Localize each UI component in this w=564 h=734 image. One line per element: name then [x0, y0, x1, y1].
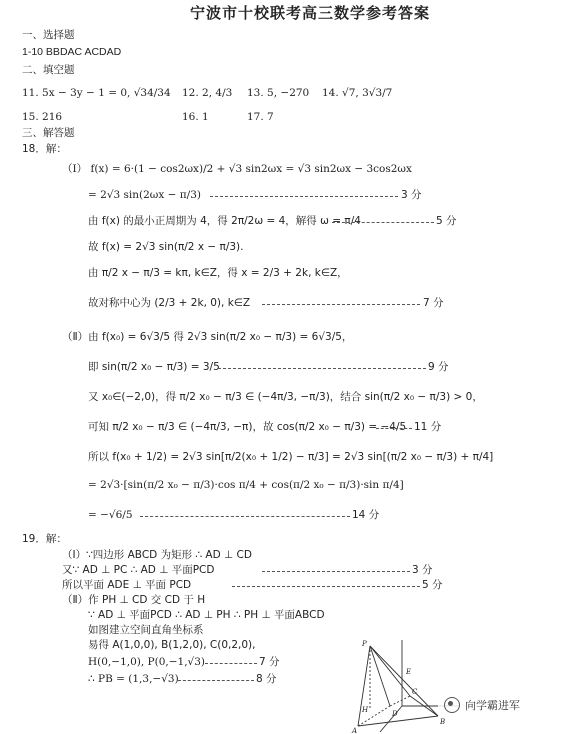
- label-A: A: [352, 727, 358, 734]
- fill-answer-17: 17. 7: [247, 111, 274, 123]
- q19-line7: 易得 A(1,0,0), B(1,2,0), C(0,2,0),: [88, 639, 256, 651]
- q19-line8: H(0,−1,0), P(0,−1,√3): [88, 656, 206, 668]
- q19-score-5: 5 分: [422, 579, 443, 591]
- score-leader: [218, 368, 426, 369]
- q18-p1-line4: 故 f(x) = 2√3 sin(π/2 x − π/3).: [88, 241, 244, 253]
- watermark-text: 向学霸进军: [465, 699, 520, 712]
- q18-p2-line2: 即 sin(π/2 x₀ − π/3) = 3/5: [88, 361, 220, 373]
- q19-score-8: 8 分: [256, 673, 277, 685]
- q18-p2-line5: 所以 f(x₀ + 1/2) = 2√3 sin[π/2(x₀ + 1/2) − π/3] = 2√3 sin[(π/2 x₀ − π/3) + π/4]: [88, 451, 494, 463]
- score-leader: [178, 680, 254, 681]
- edge-DC: [390, 696, 410, 706]
- edge-PC: [370, 646, 410, 696]
- q18-score-5: 5 分: [436, 215, 457, 227]
- q19-score-3: 3 分: [412, 564, 433, 576]
- wechat-icon: [444, 697, 460, 713]
- q18-score-14: 14 分: [352, 509, 380, 521]
- score-leader: [210, 196, 398, 197]
- edge-PA: [358, 646, 370, 726]
- page-title: 宁波市十校联考高三数学参考答案: [190, 4, 431, 22]
- q18-p2-line6: = 2√3·[sin(π/2 x₀ − π/3)·cos π/4 + cos(π/2 x₀ − π/3)·sin π/4]: [88, 479, 404, 491]
- watermark: [438, 694, 556, 716]
- q18-p2-line3: 又 x₀∈(−2,0)，得 π/2 x₀ − π/3 ∈ (−4π/3, −π/3)，结合 sin(π/2 x₀ − π/3) > 0，: [88, 391, 483, 403]
- fill-answer-13: 13. 5, −270: [247, 87, 310, 99]
- fill-answer-11: 11. 5x − 3y − 1 = 0, √34/34: [22, 87, 171, 99]
- q19-label: 19．解：: [22, 533, 67, 545]
- fill-answer-16: 16. 1: [182, 111, 209, 123]
- q19-line1: （Ⅰ）∵四边形 ABCD 为矩形 ∴ AD ⊥ CD: [62, 549, 252, 561]
- section-choice-heading: 一、选择题: [22, 29, 75, 41]
- q18-p1-line1: （Ⅰ） f(x) = 6·(1 − cos2ωx)/2 + √3 sin2ωx = √3 sin2ωx − 3cos2ωx: [62, 163, 412, 175]
- q19-line4: （Ⅱ）作 PH ⊥ CD 交 CD 于 H: [62, 594, 206, 606]
- q18-p1-line5: 由 π/2 x − π/3 = kπ, k∈Z，得 x = 2/3 + 2k, k∈Z，: [88, 267, 348, 279]
- score-leader: [205, 663, 257, 664]
- q18-p1-line2: = 2√3 sin(2ωx − π/3): [88, 189, 201, 201]
- edge-PB: [370, 646, 438, 716]
- q18-p2-line7: = −√6/5: [88, 509, 133, 521]
- label-P: P: [362, 640, 367, 648]
- q19-line3: 所以平面 ADE ⊥ 平面 PCD: [62, 579, 192, 591]
- fill-answer-14: 14. √7, 3√3/7: [322, 87, 393, 99]
- label-B: B: [440, 718, 446, 726]
- score-leader: [262, 571, 410, 572]
- q18-score-3: 3 分: [401, 189, 422, 201]
- choice-answers: 1-10 BBDAC ACDAD: [22, 46, 122, 58]
- pyramid-figure: [340, 636, 470, 734]
- q19-line5: ∵ AD ⊥ 平面PCD ∴ AD ⊥ PH ∴ PH ⊥ 平面ABCD: [88, 609, 325, 621]
- q19-line9: ∴ PB = (1,3,−√3): [88, 673, 179, 685]
- score-leader: [140, 516, 350, 517]
- q19-score-7: 7 分: [259, 656, 280, 668]
- q18-p1-line3: 由 f(x) 的最小正周期为 4，得 2π/2ω = 4，解得 ω = π/4: [88, 215, 361, 227]
- section-fill-heading: 二、填空题: [22, 64, 75, 76]
- q18-p2-line1: （Ⅱ）由 f(x₀) = 6√3/5 得 2√3 sin(π/2 x₀ − π/3) = 6√3/5，: [62, 331, 353, 343]
- q18-label: 18．解：: [22, 143, 67, 155]
- q18-score-9: 9 分: [428, 361, 449, 373]
- label-C: C: [412, 688, 418, 696]
- fill-answer-15: 15. 216: [22, 111, 63, 123]
- section-solve-heading: 三、解答题: [22, 127, 75, 139]
- label-H: H: [362, 706, 369, 714]
- fill-answer-12: 12. 2, 4/3: [182, 87, 233, 99]
- q18-p2-line4: 可知 π/2 x₀ − π/3 ∈ (−4π/3, −π)，故 cos(π/2 x₀ − π/3) = −4/5: [88, 421, 407, 433]
- edge-AB: [358, 716, 438, 726]
- q18-score-7: 7 分: [423, 297, 444, 309]
- score-leader: [332, 222, 434, 223]
- q18-score-11: 11 分: [414, 421, 442, 433]
- label-E: E: [406, 668, 412, 676]
- q19-line2: 又∵ AD ⊥ PC ∴ AD ⊥ 平面PCD: [62, 564, 215, 576]
- edge-PD: [370, 646, 390, 706]
- q18-p1-line6: 故对称中心为 (2/3 + 2k, 0), k∈Z: [88, 297, 251, 309]
- score-leader: [376, 428, 412, 429]
- score-leader: [232, 586, 420, 587]
- score-leader: [262, 304, 420, 305]
- label-D: D: [392, 710, 398, 718]
- q19-line6: 如图建立空间直角坐标系: [88, 624, 204, 636]
